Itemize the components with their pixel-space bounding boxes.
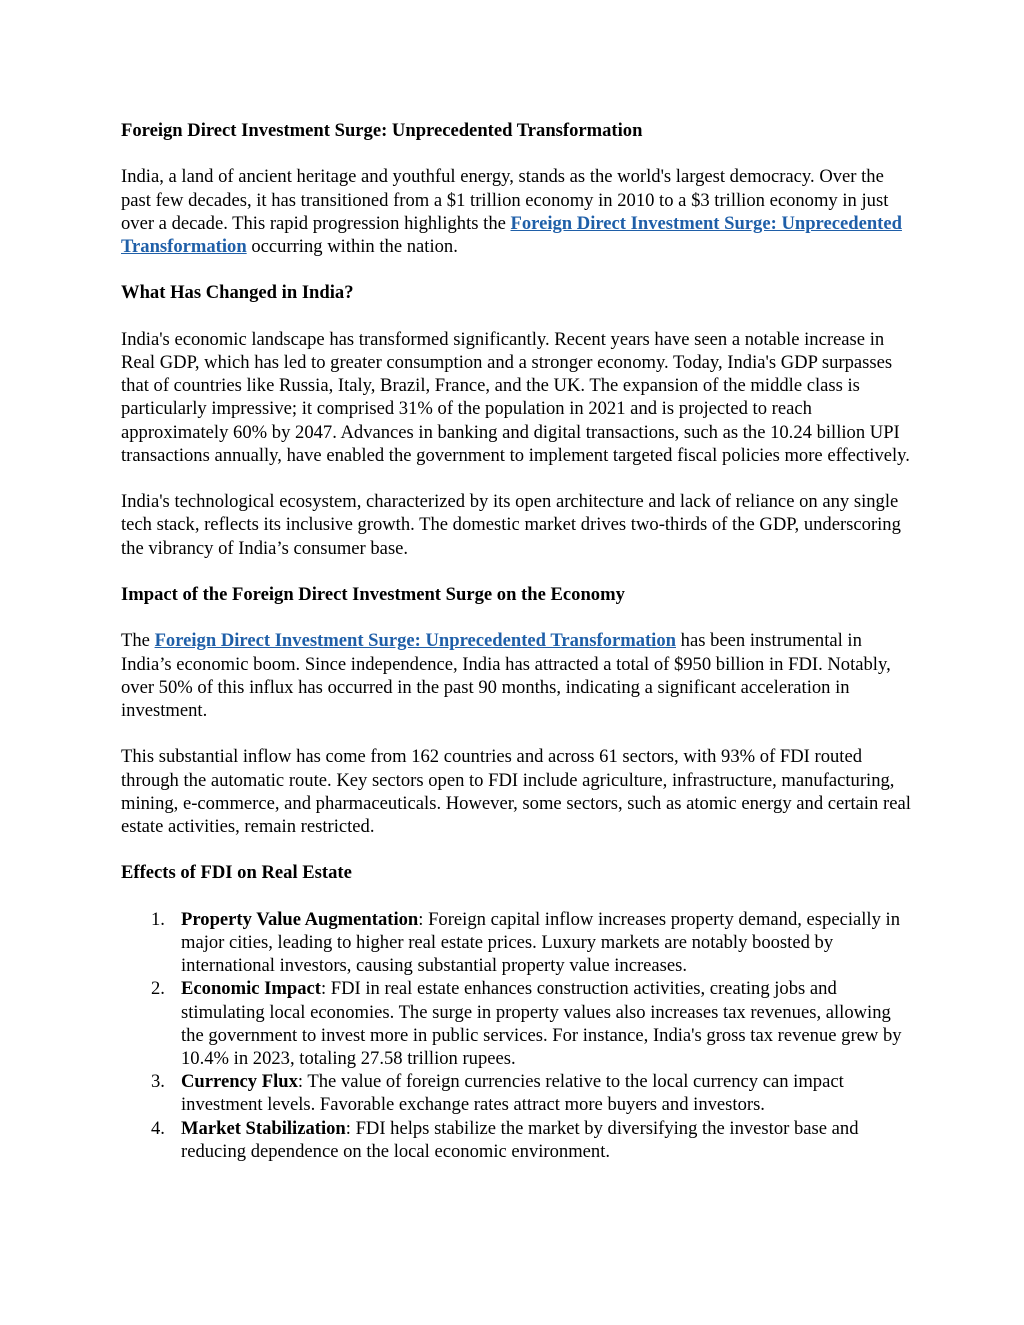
list-item-text: : The value of foreign currencies relative to the local currency can impact investment levels. Favorable exchange rates attract more buyers and investors. bbox=[181, 1071, 844, 1116]
impact-paragraph-1 bbox=[121, 629, 911, 722]
list-item bbox=[151, 977, 911, 1070]
section-heading-effects: Effects of FDI on Real Estate bbox=[121, 862, 352, 884]
list-item bbox=[151, 908, 911, 978]
list-item-term: Economic Impact bbox=[181, 978, 321, 1000]
impact-text-before: The bbox=[121, 630, 155, 652]
intro-paragraph bbox=[121, 165, 911, 258]
list-item-text: : Foreign capital inflow increases property demand, especially in major cities, leading to higher real estate prices. Luxury markets are notably boosted by international investors, causing substantial property value increases. bbox=[181, 908, 900, 977]
section-heading-changed: What Has Changed in India? bbox=[121, 282, 354, 304]
fdi-surge-link-intro[interactable]: Foreign Direct Investment Surge: Unprecedented Transformation bbox=[121, 212, 902, 257]
list-item-number: 4. bbox=[151, 1117, 165, 1139]
list-item bbox=[151, 1117, 911, 1163]
list-item bbox=[151, 1070, 911, 1116]
list-item-term: Market Stabilization bbox=[181, 1117, 346, 1139]
list-item-number: 2. bbox=[151, 978, 165, 1000]
list-item-text: : FDI in real estate enhances construction activities, creating jobs and stimulating local economies. The surge in property values also increases tax revenues, allowing the government to invest more in public services. For instance, India's gross tax revenue grew by 10.4% in 2023, totaling 27.58 trillion rupees. bbox=[181, 978, 902, 1069]
changed-paragraph-1: India's economic landscape has transformed significantly. Recent years have seen a notable increase in Real GDP, which has led to greater consumption and a stronger economy. Today, India's GDP surpasses that of countries like Russia, Italy, Brazil, France, and the UK. The expansion of the middle class is particularly impressive; it comprised 31% of the population in 2021 and is projected to reach approximately 60% by 2047. Advances in banking and digital transactions, such as the 10.24 billion UPI transactions annually, have enabled the government to implement targeted fiscal policies more effectively. bbox=[121, 328, 910, 466]
list-item-text: : FDI helps stabilize the market by diversifying the investor base and reducing dependence on the local economic environment. bbox=[181, 1117, 859, 1162]
section-heading-impact: Impact of the Foreign Direct Investment Surge on the Economy bbox=[121, 583, 625, 605]
list-item-number: 3. bbox=[151, 1071, 165, 1093]
impact-text-after: has been instrumental in India’s economic boom. Since independence, India has attracted a total of $950 billion in FDI. Notably, over 50% of this influx has occurred in the past 90 months, indicating a significant acceleration in investment. bbox=[121, 630, 891, 721]
changed-paragraph-2: India's technological ecosystem, characterized by its open architecture and lack of reliance on any single tech stack, reflects its inclusive growth. The domestic market drives two-thirds of the GDP, underscoring the vibrancy of India’s consumer base. bbox=[121, 491, 901, 559]
document-title: Foreign Direct Investment Surge: Unprecedented Transformation bbox=[121, 120, 643, 141]
list-item-term: Currency Flux bbox=[181, 1071, 298, 1093]
intro-text-after: occurring within the nation. bbox=[246, 236, 458, 257]
fdi-surge-link-impact[interactable]: Foreign Direct Investment Surge: Unprecedented Transformation bbox=[154, 630, 676, 652]
impact-paragraph-2: This substantial inflow has come from 162 countries and across 61 sectors, with 93% of FDI routed through the automatic route. Key sectors open to FDI include agriculture, infrastructure, manufacturing, mining, e-commerce, and pharmaceuticals. However, some sectors, such as atomic energy and certain real estate activities, remain restricted. bbox=[121, 746, 911, 837]
effects-list bbox=[121, 908, 911, 1163]
document-page bbox=[121, 119, 911, 1163]
list-item-term: Property Value Augmentation bbox=[181, 908, 419, 930]
intro-text-before: India, a land of ancient heritage and youthful energy, stands as the world's largest democracy. Over the past few decades, it has transitioned from a $1 trillion economy in 2010 to a $3 trillion economy in just over a decade. This rapid progression highlights the bbox=[121, 166, 889, 234]
list-item-number: 1. bbox=[151, 908, 165, 930]
